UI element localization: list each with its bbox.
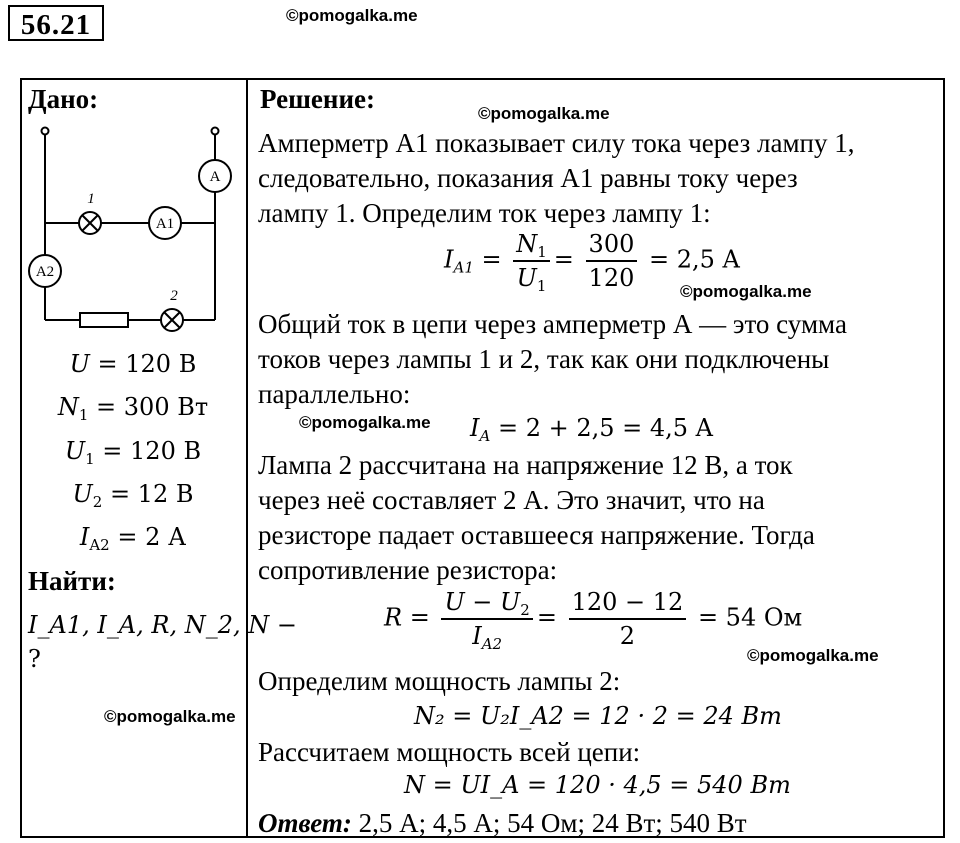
solution-text: Определим мощность лампы 2: <box>258 666 621 696</box>
ammeter-main-label: A <box>209 169 221 185</box>
equation-lamp2-power: N₂ = U₂I_A2 = 12 · 2 = 24 Вт <box>414 702 782 730</box>
solution-text: резисторе падает оставшееся напряжение. Тогда <box>258 520 815 550</box>
solution-text: Общий ток в цепи через амперметр А — это сумма <box>258 309 847 339</box>
solution-text: через неё составляет 2 А. Это значит, что на <box>258 485 765 515</box>
given-value: U = 120 В <box>69 350 197 378</box>
equation-total-current: $I_A = 2 + 2,5 = 4,5$ A <box>470 414 714 445</box>
watermark: ©pomogalka.me <box>478 104 610 123</box>
given-value: $U_1 = 120$ В <box>64 437 202 468</box>
column-divider <box>246 78 248 838</box>
solution-text: Лампа 2 рассчитана на напряжение 12 В, а ток <box>258 450 793 480</box>
problem-number: 56.21 <box>8 5 104 41</box>
watermark: ©pomogalka.me <box>299 413 431 432</box>
lamp-2-label: 2 <box>170 288 178 304</box>
solution-text: Амперметр А1 показывает силу тока через лампу 1, <box>258 128 855 158</box>
given-value: $U_2 = 12$ В <box>72 480 194 511</box>
lamp-1-label: 1 <box>87 191 95 207</box>
find-header: Найти: <box>28 566 116 596</box>
answer-text: 2,5 А; 4,5 А; 54 Ом; 24 Вт; 540 Вт <box>351 808 747 838</box>
find-line: I_A1, I_A, R, N_2, N − <box>28 611 298 639</box>
solution-text: Рассчитаем мощность всей цепи: <box>258 737 641 767</box>
equation-current-lamp1: $I_{A1}$ = $\frac{N_1}{U_1}$ = $\frac{300}{120}$ = 2,5 A <box>444 230 740 295</box>
equation-total-power: N = UI_A = 120 · 4,5 = 540 Вт <box>404 771 791 799</box>
given-value: $I_{A2} = 2$ А <box>79 523 187 554</box>
solution-header: Решение: <box>260 84 375 114</box>
answer-line <box>258 806 747 841</box>
watermark: ©pomogalka.me <box>286 6 418 25</box>
watermark: ©pomogalka.me <box>747 646 879 665</box>
find-line: ? <box>28 645 41 673</box>
watermark: ©pomogalka.me <box>680 282 812 301</box>
solution-text: лампу 1. Определим ток через лампу 1: <box>258 198 711 228</box>
answer-label: Ответ: <box>258 808 352 838</box>
ammeter-2-label: A2 <box>35 264 55 280</box>
equation-resistance: R = $\frac{U - U_2}{I_{A2}}$ = $\frac{120 - 12}{2}$ = 54 Ом <box>384 588 803 653</box>
given-value: $N_1 = 300$ Вт <box>57 393 209 424</box>
given-header: Дано: <box>28 84 99 114</box>
solution-text: параллельно: <box>258 379 411 409</box>
watermark: ©pomogalka.me <box>104 707 236 726</box>
circuit-diagram <box>28 122 240 344</box>
solution-text: следовательно, показания А1 равны току через <box>258 163 798 193</box>
solution-text: сопротивление резистора: <box>258 555 558 585</box>
ammeter-1-label: A1 <box>155 216 175 232</box>
solution-text: токов через лампы 1 и 2, так как они подключены <box>258 344 830 374</box>
